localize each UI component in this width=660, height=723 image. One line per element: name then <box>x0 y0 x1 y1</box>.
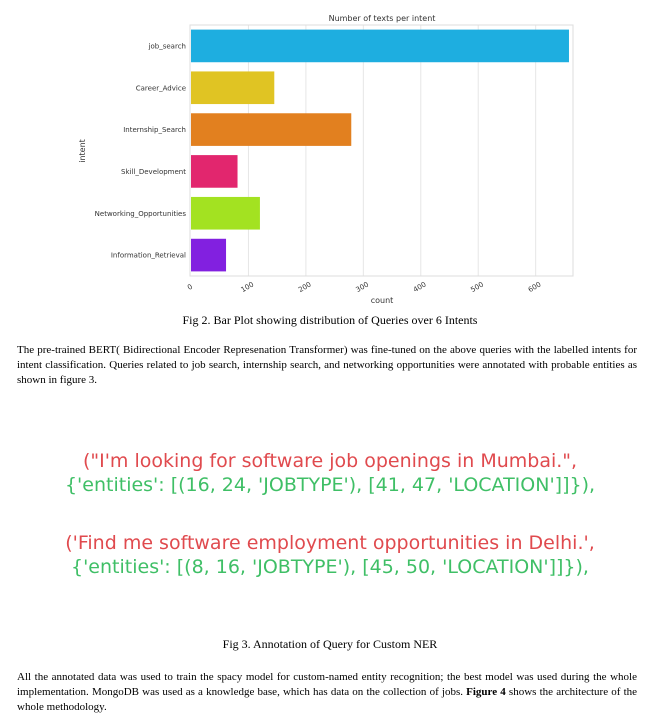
bar-skill-development <box>191 155 238 188</box>
x-tick-label: 400 <box>411 280 428 295</box>
y-tick-label: Skill_Development <box>121 167 186 176</box>
x-tick-label: 0 <box>186 282 194 292</box>
paragraph-spacy-tail: shows the architecture of the whole methodology. <box>17 686 638 713</box>
figure-4-reference: Figure 4 <box>466 686 506 698</box>
paragraph-spacy-text: All the annotated data was used to train the spacy model for custom-named entity recognition; the best model was used during the whole implementation. MongoDB was used as a knowledge base, which has data on the collection of jobs. <box>17 671 637 698</box>
x-tick-label: 500 <box>469 280 486 295</box>
intent-bar-chart <box>0 0 660 310</box>
x-tick-label: 200 <box>297 280 313 295</box>
figure-3-caption: Fig 3. Annotation of Query for Custom NER <box>222 637 438 651</box>
y-tick-label: job_search <box>148 42 186 51</box>
ner-example-1-entities: {'entities': [(16, 24, 'JOBTYPE'), [41, 47, 'LOCATION']]}), <box>64 474 596 496</box>
ner-example-2 <box>0 531 660 579</box>
paragraph-spacy <box>17 670 637 715</box>
chart-title: Number of texts per intent <box>328 14 436 23</box>
x-tick-labels <box>186 280 542 294</box>
chart-gridlines <box>248 25 535 276</box>
figure-2-caption: Fig 2. Bar Plot showing distribution of Queries over 6 Intents <box>182 313 478 327</box>
x-tick-label: 300 <box>354 280 371 295</box>
y-tick-label: Networking_Opportunities <box>94 209 186 218</box>
x-axis-label: count <box>370 296 394 305</box>
y-axis-label: intent <box>78 139 87 163</box>
y-tick-label: Information_Retrieval <box>110 251 186 260</box>
x-tick-label: 100 <box>239 280 256 295</box>
ner-example-2-text: ('Find me software employment opportunities in Delhi.', <box>65 532 595 554</box>
ner-example-1-text: ("I'm looking for software job openings in Mumbai.", <box>82 450 578 472</box>
ner-example-2-entities: {'entities': [(8, 16, 'JOBTYPE'), [45, 50, 'LOCATION']]}), <box>71 556 589 578</box>
bar-information-retrieval <box>191 239 226 272</box>
y-tick-label: Internship_Search <box>123 126 186 135</box>
bar-networking-opportunities <box>191 197 260 230</box>
ner-example-1 <box>0 449 660 497</box>
x-tick-label: 600 <box>526 280 543 295</box>
y-tick-label: Career_Advice <box>135 84 186 93</box>
plot-frame <box>190 25 573 276</box>
bar-job-search <box>191 30 569 63</box>
y-tick-labels <box>95 42 187 259</box>
bar-career-advice <box>191 71 274 104</box>
paragraph-bert: The pre-trained BERT( Bidirectional Encoder Represenation Transformer) was fine-tuned on the above queries with the labelled intents for intent classification. Queries related to job search, internship search, and networking opportunities were annotated with probable entities as shown in figure 3. <box>17 344 637 386</box>
bar-internship-search <box>191 113 351 146</box>
chart-bars <box>191 30 569 272</box>
